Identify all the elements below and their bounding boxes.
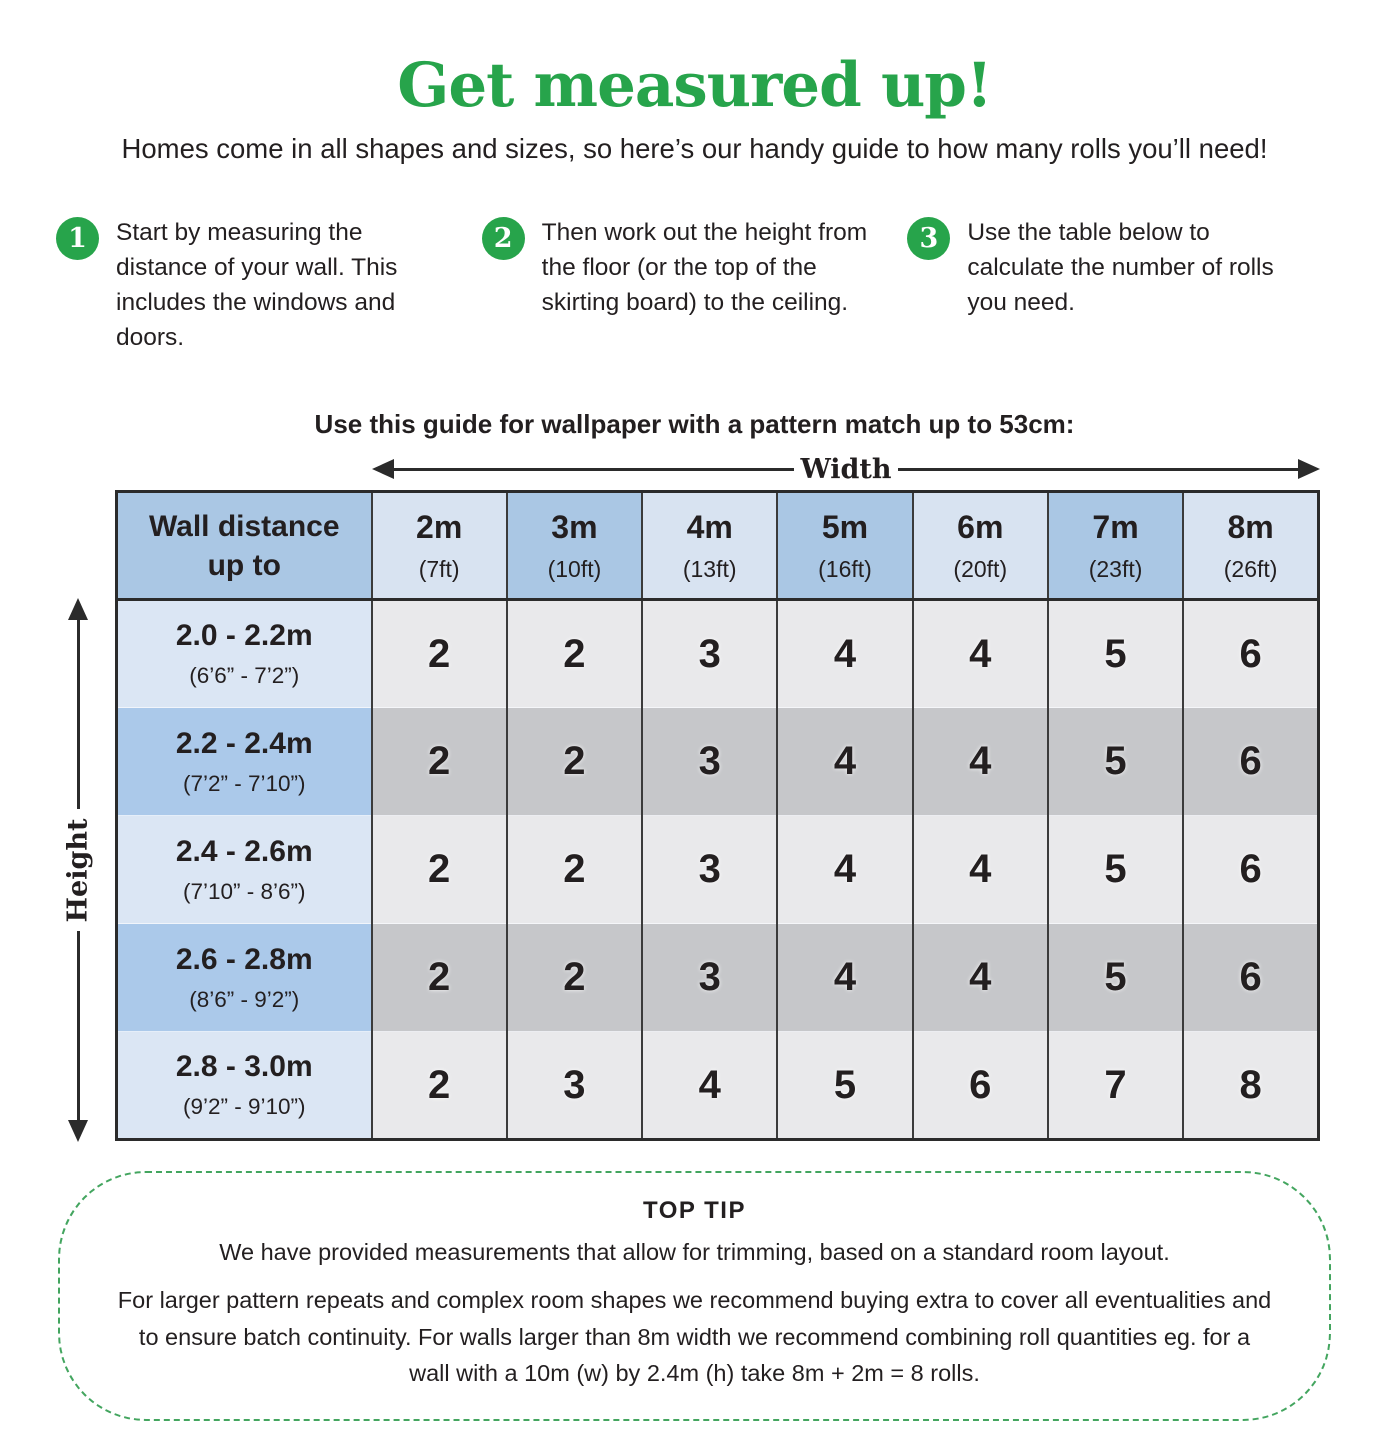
table-row bbox=[117, 708, 1319, 816]
height-arrow-line bbox=[77, 931, 80, 1120]
rolls-count-cell: 5 bbox=[777, 1032, 912, 1140]
wallpaper-roll-guide bbox=[0, 50, 1389, 1421]
corner-header-line2: up to bbox=[207, 548, 281, 582]
rolls-count-cell: 2 bbox=[507, 708, 642, 816]
table-row bbox=[117, 816, 1319, 924]
step-2-text: Then work out the height from the floor (or the top of the skirting board) to the ceiling. bbox=[541, 219, 868, 317]
page-title: Get measured up! bbox=[397, 50, 992, 121]
rolls-count-cell: 2 bbox=[372, 600, 507, 708]
row-range-metric: 2.2 - 2.4m bbox=[175, 726, 313, 760]
rolls-count-cell: 3 bbox=[507, 1032, 642, 1140]
rolls-count-cell: 4 bbox=[913, 924, 1048, 1032]
column-header-imperial: (26ft) bbox=[1223, 555, 1278, 582]
step-1-number-badge: 1 bbox=[56, 217, 99, 260]
width-arrow-line bbox=[394, 468, 794, 471]
rolls-count-cell: 7 bbox=[1048, 1032, 1183, 1140]
height-arrow-line bbox=[77, 620, 80, 809]
corner-header-wall-distance bbox=[117, 492, 372, 600]
rolls-count-cell: 3 bbox=[642, 816, 777, 924]
column-header-imperial: (7ft) bbox=[418, 555, 460, 582]
column-header-imperial: (16ft) bbox=[818, 555, 872, 582]
column-header-metric: 3m bbox=[551, 508, 598, 545]
row-range-imperial: (8’6” - 9’2”) bbox=[189, 986, 300, 1012]
row-header-height-range bbox=[117, 708, 372, 816]
column-header-4m bbox=[642, 492, 777, 600]
rolls-count-cell: 2 bbox=[372, 708, 507, 816]
row-range-metric: 2.0 - 2.2m bbox=[175, 619, 313, 653]
column-header-metric: 7m bbox=[1092, 508, 1139, 545]
rolls-table-body bbox=[117, 600, 1319, 1140]
step-3-number-badge: 3 bbox=[907, 217, 950, 260]
page-subtitle: Homes come in all shapes and sizes, so here’s our handy guide to how many rolls you’ll need! bbox=[121, 133, 1268, 164]
rolls-count-cell: 5 bbox=[1048, 600, 1183, 708]
rolls-count-cell: 4 bbox=[777, 924, 912, 1032]
rolls-count-cell: 2 bbox=[507, 600, 642, 708]
row-range-metric: 2.4 - 2.6m bbox=[175, 834, 313, 868]
column-header-metric: 8m bbox=[1227, 508, 1274, 545]
rolls-count-cell: 6 bbox=[1183, 708, 1318, 816]
rolls-count-cell: 4 bbox=[913, 600, 1048, 708]
rolls-count-cell: 6 bbox=[1183, 600, 1318, 708]
column-header-6m bbox=[913, 492, 1048, 600]
rolls-count-cell: 2 bbox=[372, 924, 507, 1032]
step-3 bbox=[907, 215, 1333, 355]
table-row bbox=[117, 924, 1319, 1032]
row-range-imperial: (7’10” - 8’6”) bbox=[182, 878, 306, 904]
column-header-imperial: (20ft) bbox=[953, 555, 1008, 582]
row-range-metric: 2.8 - 3.0m bbox=[175, 1050, 313, 1084]
rolls-table-head bbox=[117, 492, 1319, 600]
column-header-metric: 2m bbox=[416, 508, 463, 545]
step-1 bbox=[56, 215, 482, 355]
width-arrow-line bbox=[898, 468, 1298, 471]
column-header-imperial: (13ft) bbox=[682, 555, 737, 582]
table-row bbox=[117, 600, 1319, 708]
top-tip-line2: For larger pattern repeats and complex room shapes we recommend buying extra to cover all eventualities and to ensure batch continuity. For walls larger than 8m width we recommend combining roll quantities eg. for a wall with a 10m (w) by 2.4m (h) take 8m + 2m = 8 rolls. bbox=[117, 1287, 1272, 1386]
rolls-table-header-row bbox=[117, 492, 1319, 600]
top-tip-line1: We have provided measurements that allow for trimming, based on a standard room layout. bbox=[219, 1239, 1170, 1266]
arrowhead-right-icon bbox=[1298, 459, 1320, 479]
arrowhead-up-icon bbox=[68, 598, 88, 620]
row-header-height-range bbox=[117, 816, 372, 924]
row-range-imperial: (9’2” - 9’10”) bbox=[182, 1094, 306, 1120]
rolls-count-cell: 4 bbox=[777, 600, 912, 708]
rolls-count-cell: 4 bbox=[642, 1032, 777, 1140]
rolls-count-cell: 3 bbox=[642, 600, 777, 708]
rolls-count-cell: 6 bbox=[913, 1032, 1048, 1140]
rolls-count-cell: 4 bbox=[777, 816, 912, 924]
top-tip-heading: TOP TIP bbox=[643, 1197, 746, 1225]
column-header-5m bbox=[777, 492, 912, 600]
rolls-count-cell: 2 bbox=[372, 816, 507, 924]
steps-row bbox=[0, 215, 1389, 355]
rolls-count-cell: 4 bbox=[777, 708, 912, 816]
column-header-metric: 6m bbox=[957, 508, 1004, 545]
step-2-number-badge: 2 bbox=[482, 217, 525, 260]
table-row bbox=[117, 1032, 1319, 1140]
step-3-text: Use the table below to calculate the number of rolls you need. bbox=[967, 219, 1274, 317]
row-header-height-range bbox=[117, 1032, 372, 1140]
arrowhead-left-icon bbox=[372, 459, 394, 479]
rolls-count-cell: 3 bbox=[642, 924, 777, 1032]
height-axis-label-wrap bbox=[60, 809, 96, 931]
step-1-text: Start by measuring the distance of your wall. This includes the windows and doors. bbox=[116, 219, 398, 352]
height-axis-label: Height bbox=[62, 818, 94, 923]
rolls-count-cell: 3 bbox=[642, 708, 777, 816]
height-axis-arrow bbox=[60, 598, 96, 1142]
corner-header-line1: Wall distance bbox=[148, 509, 340, 543]
rolls-count-cell: 2 bbox=[507, 816, 642, 924]
width-axis-label: Width bbox=[800, 453, 892, 485]
arrowhead-down-icon bbox=[68, 1120, 88, 1142]
row-header-height-range bbox=[117, 924, 372, 1032]
rolls-count-cell: 5 bbox=[1048, 708, 1183, 816]
top-tip-box bbox=[58, 1171, 1331, 1421]
column-header-metric: 4m bbox=[686, 508, 733, 545]
column-header-metric: 5m bbox=[821, 508, 869, 545]
row-range-imperial: (7’2” - 7’10”) bbox=[182, 770, 306, 796]
rolls-count-cell: 2 bbox=[372, 1032, 507, 1140]
step-2 bbox=[482, 215, 908, 355]
guide-heading: Use this guide for wallpaper with a pattern match up to 53cm: bbox=[314, 409, 1075, 440]
rolls-count-cell: 8 bbox=[1183, 1032, 1318, 1140]
column-header-imperial: (23ft) bbox=[1088, 555, 1143, 582]
column-header-3m bbox=[507, 492, 642, 600]
rolls-count-cell: 4 bbox=[913, 816, 1048, 924]
width-axis-arrow bbox=[372, 454, 1320, 484]
row-header-height-range bbox=[117, 600, 372, 708]
table-section bbox=[0, 454, 1389, 1141]
rolls-count-cell: 4 bbox=[913, 708, 1048, 816]
row-range-imperial: (6’6” - 7’2”) bbox=[189, 663, 300, 689]
rolls-count-cell: 5 bbox=[1048, 924, 1183, 1032]
column-header-imperial: (10ft) bbox=[547, 555, 602, 582]
column-header-2m bbox=[372, 492, 507, 600]
row-range-metric: 2.6 - 2.8m bbox=[175, 942, 313, 976]
rolls-count-cell: 2 bbox=[507, 924, 642, 1032]
rolls-table bbox=[115, 490, 1320, 1141]
column-header-8m bbox=[1183, 492, 1318, 600]
rolls-count-cell: 5 bbox=[1048, 816, 1183, 924]
rolls-count-cell: 6 bbox=[1183, 924, 1318, 1032]
rolls-count-cell: 6 bbox=[1183, 816, 1318, 924]
column-header-7m bbox=[1048, 492, 1183, 600]
